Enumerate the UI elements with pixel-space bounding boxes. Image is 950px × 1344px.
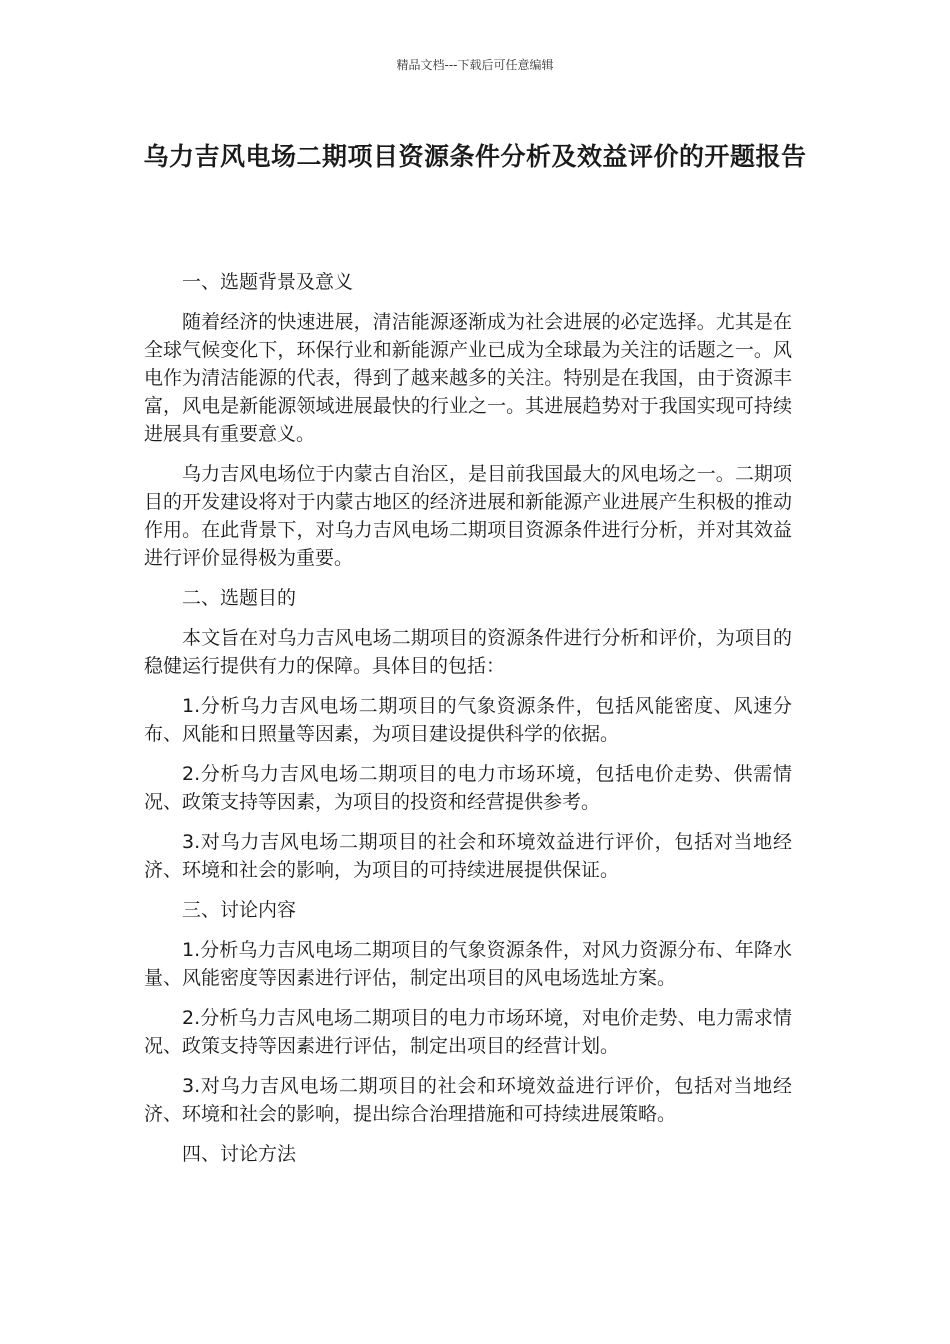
paragraph: 乌力吉风电场位于内蒙古自治区，是目前我国最大的风电场之一。二期项目的开发建设将对于内蒙古地区的经济进展和新能源产业进展产生积极的推动作用。在此背景下，对乌力吉风电场二期项目资源条件进行分析，并对其效益进行评价显得极为重要。 [144,463,792,569]
paragraph: 本文旨在对乌力吉风电场二期项目的资源条件进行分析和评价，为项目的稳健运行提供有力的保障。具体目的包括： [144,627,792,677]
paragraph: 1.分析乌力吉风电场二期项目的气象资源条件，对风力资源分布、年降水量、风能密度等因素进行评估，制定出项目的风电场选址方案。 [144,939,792,989]
section-heading: 二、选题目的 [182,587,297,609]
section-heading: 一、选题背景及意义 [182,271,354,293]
paragraph: 3.对乌力吉风电场二期项目的社会和环境效益进行评价，包括对当地经济、环境和社会的影响，提出综合治理措施和可持续进展策略。 [144,1075,792,1125]
document-title: 乌力吉风电场二期项目资源条件分析及效益评价的开题报告 [143,142,807,171]
paragraph: 随着经济的快速进展，清洁能源逐渐成为社会进展的必定选择。尤其是在全球气候变化下，环保行业和新能源产业已成为全球最为关注的话题之一。风电作为清洁能源的代表，得到了越来越多的关注。特别是在我国，由于资源丰富，风电是新能源领域进展最快的行业之一。其进展趋势对于我国实现可持续进展具有重要意义。 [144,311,792,445]
section-heading: 四、讨论方法 [182,1143,297,1165]
paragraph: 2.分析乌力吉风电场二期项目的电力市场环境，对电价走势、电力需求情况、政策支持等因素进行评估，制定出项目的经营计划。 [144,1007,792,1057]
paragraph: 3.对乌力吉风电场二期项目的社会和环境效益进行评价，包括对当地经济、环境和社会的影响，为项目的可持续进展提供保证。 [144,831,792,881]
page-header: 精品文档---下载后可任意编辑 [396,58,554,72]
paragraph: 2.分析乌力吉风电场二期项目的电力市场环境，包括电价走势、供需情况、政策支持等因素，为项目的投资和经营提供参考。 [144,763,792,813]
paragraph: 1.分析乌力吉风电场二期项目的气象资源条件，包括风能密度、风速分布、风能和日照量等因素，为项目建设提供科学的依据。 [144,695,792,745]
section-heading: 三、讨论内容 [182,899,297,921]
document-body [144,268,792,1180]
